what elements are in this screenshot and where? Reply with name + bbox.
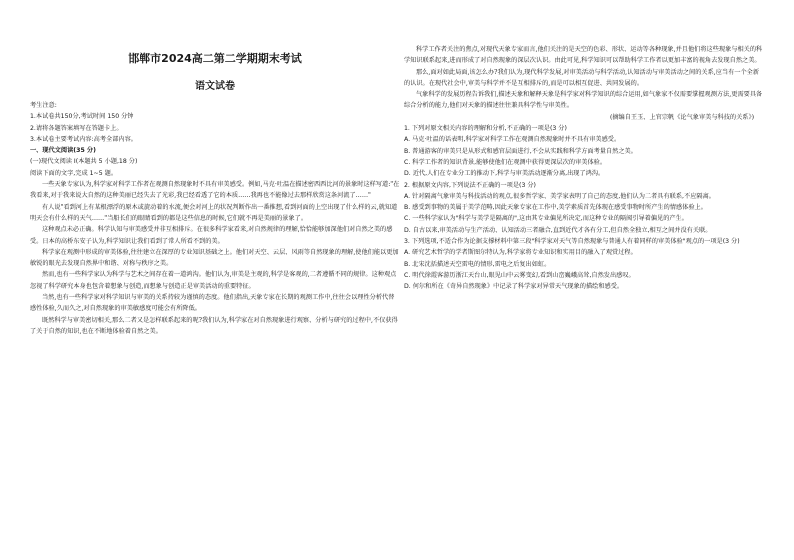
passage-paragraph: 有人说"看到河上有某根漂浮的原木或旋动着的水流,便会对河上的状况判断作出一番推想,看到河面的上空出现了什么样的云,就知道明天会有什么样的天气……"当船长们的眼睛看到的都是这些信息的时候,它们就不再是美丽的景象了。	[30, 203, 398, 222]
question-option: D. 自古以来,审美活动与生产活动、认知活动三者融合,直到近代才各有分工,但自然全独立,相互之间并没有关联。	[404, 226, 712, 234]
question-stem: 1. 下列对原文相关内容的理解和分析,不正确的一项是(3 分)	[404, 125, 567, 133]
question-option: B. 普通游客的审美只是从形式和感官层面进行,不会从实践和科学方面考量自然之美。	[404, 147, 637, 155]
left-column	[30, 100, 400, 337]
notice-item-3: 3.本试卷主要考试内容:高考全部内容。	[30, 135, 137, 143]
question-stem: 2. 根据原文内容,下列说法不正确的一项是(3 分)	[404, 181, 536, 189]
question-stem: 3. 下列选项,不适合作为论据支撑材料中第三段"科学家对天气等自然现象与普通人有着同样的审美体验"观点的一项是(3 分)	[404, 238, 740, 246]
subject-title: 语文试卷	[195, 81, 235, 92]
page-title: 邯郸市2024高二第二学期期末考试	[128, 52, 302, 65]
question-option: B. 感受到事物的美属于美学范畴,因此天象专家在工作中,美学素质首先体现在感受事物时所产生的情感体验上。	[404, 204, 707, 212]
notice-heading: 考生注意:	[30, 102, 57, 109]
question-option: C. 明代徐霞客游历浙江天台山,眼见山中云雾变幻,看到山峦巍峨高耸,自然发出感叹。	[404, 271, 635, 279]
passage-paragraph: 当然,也有一些科学家对科学知识与审美的关系持较为谨慎的态度。他们指出,天象专家在长期的观测工作中,往往会以理性分析代替感性体验,久而久之,对自然现象的审美敏感度可能会有所降低。	[30, 294, 395, 313]
question-option: D. 近代,人们在专业分工的推动下,科学与审美活动逐渐分离,出现了鸿沟。	[404, 170, 605, 178]
passage-paragraph: 既然科学与审美密切相关,那么二者又是怎样联系起来的呢?我们认为,科学家在对自然现象进行观察、分析与研究的过程中,不仅获得了关于自然的知识,也在不断地体验着自然之美。	[30, 316, 398, 335]
question-option: A. 针对隔离气象审美与科技活动的观点,很多哲学家、美学家表明了自己的态度,他们认为二者具有联系,不应隔离。	[404, 192, 715, 200]
notice-item-2: 2.请将各题答案填写在答题卡上。	[30, 124, 123, 132]
question-option: A. 研究艺术哲学的学者斯图尔特认为,科学家将专业知识和实用目的融入了观赏过程。	[404, 249, 637, 257]
passage-paragraph: 科学工作者关注的焦点,对现代天象专家而言,他们关注的是天空的色彩、形状、运动等各种现象,并且他们将这些现象与相关的科学知识联系起来,进而形成了对自然现象的深层次认识。由此可见,科学知识可以帮助科学工作者以更加丰富的视角去发现自然之美。	[404, 46, 763, 65]
passage-source: (摘编自王玉、上官宗帆《论气象审美与科技的关系》)	[609, 113, 754, 121]
passage-paragraph: 一些天象专家认为,科学家对科学工作者在观测自然现象时不具有审美感受。例如,马克·吐温在描述密西西比河的景象时这样写道:"在我看来,对于我来说大自然的这种美丽已经失去了光彩,我已经看透了它的本质……我再也不能像过去那样欣赏这条河流了……"	[30, 181, 400, 200]
question-option: D. 何尔和所在《奇异自然现象》中记录了科学家对异常天气现象的描绘和感受。	[404, 283, 624, 291]
question-option: C. 科学工作者的知识背景,能够使他们在观测中获得更深层次的审美体验。	[404, 158, 607, 166]
section-subheading: (一)现代文阅读 I(本题共 5 小题,18 分)	[30, 158, 138, 166]
passage-paragraph: 气象科学的发展历程告诉我们,描述天象和解释天象是科学家对科学知识的综合运用,如气象家不仅需要掌握观测方法,更需要具备综合分析的能力,他们对天象的描述往往兼具科学性与审美性。	[404, 91, 763, 110]
right-column	[404, 44, 764, 293]
section-heading: 一、现代文阅读(35 分)	[30, 147, 96, 155]
passage-paragraph: 然而,也有一些科学家认为科学与艺术之间存在着一道鸿沟。他们认为,审美是主观的,科学是客观的,二者遵循不同的规律。这种观点忽视了科学研究本身也包含着想象与创造,而想象与创造正是审美活动的重要特征。	[30, 271, 397, 290]
passage-paragraph: 科学家在观测中形成的审美体验,往往建立在深厚的专业知识基础之上。他们对天空、云层、风雨等自然现象的理解,使他们能以更加敏锐的眼光去发现自然界中和谐、对称与秩序之美。	[30, 248, 399, 268]
section-instruction: 阅读下面的文字,完成 1~5 题。	[30, 169, 118, 177]
passage-paragraph: 这种观点未必正确。科学认知与审美感受并非互相排斥。在很多科学家看来,对自然规律的理解,恰恰能够加深他们对自然之美的感受。日本的高桥东安子认为,科学知识让我们看到了常人所看不到的美。	[30, 226, 393, 245]
question-option: A. 马克·吐温的话表明,科学家对科学工作在观测自然现象时并不具有审美感受。	[404, 136, 621, 144]
question-option: B. 北宋沈括描述天空雷电的情形,雷电之后复出如虹。	[404, 260, 551, 268]
question-option: C. 一些科学家认为"科学与美学是隔离的",这由其专业偏见所决定,而这种专业的隔阂引导着偏见的产生。	[404, 215, 688, 223]
passage-paragraph: 那么,面对如此局面,该怎么办?我们认为,现代科学发展,对审美活动与科学活动,认知活动与审美活动之间的关系,应当有一个全新的认识。在现代社会中,审美与科学并不是互相排斥的,而是可以相互促进、共同发展的。	[404, 68, 760, 87]
notice-item-1: 1.本试卷共150分,考试时间 150 分钟	[30, 113, 134, 121]
